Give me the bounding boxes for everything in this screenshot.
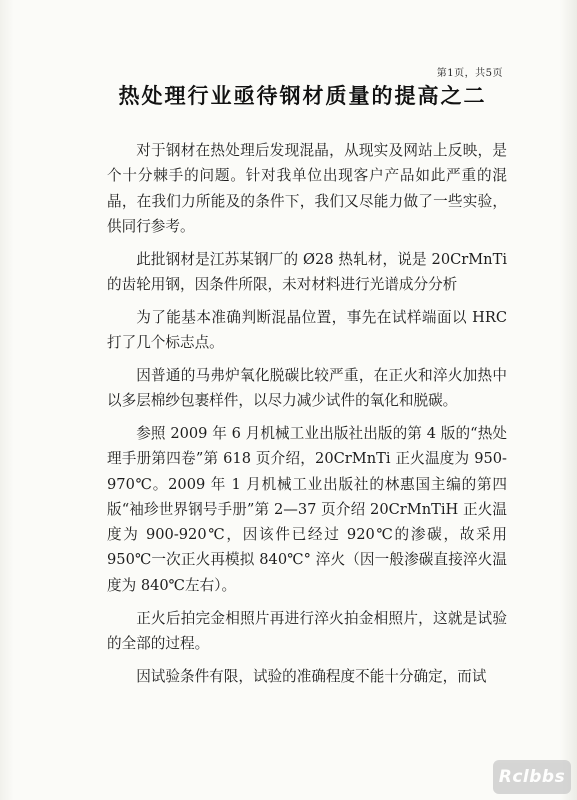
paragraph: 参照 2009 年 6 月机械工业出版社出版的第 4 版的“热处理手册第四卷”第 618 页介绍，20CrMnTi 正火温度为 950-970℃。2009 年 1 月机械工业出版社的林惠国主编的第四版“袖珍世界钢号手册”第 2—37 页介绍 20CrMnTiH 正火温度为 900-920℃，因该件已经过 920℃的渗碳，故采用 950℃一次正火再模拟 840℃° 淬火（因一般渗碳直接淬火温度为 840℃左右）。 xyxy=(107,424,507,594)
document-title: 热处理行业亟待钢材质量的提高之二 xyxy=(118,83,487,108)
paragraph: 因试验条件有限，试验的准确程度不能十分确定，而试 xyxy=(136,667,487,685)
page-indicator: 第1页，共5页 xyxy=(436,68,503,79)
paragraph: 正火后拍完金相照片再进行淬火拍金相照片，这就是试验的全部的过程。 xyxy=(107,609,507,652)
watermark-logo: Rclbbs xyxy=(493,760,571,794)
paragraph: 对于钢材在热处理后发现混晶，从现实及网站上反映，是个十分棘手的问题。针对我单位出现客户产品如此严重的混晶，在我们力所能及的条件下，我们又尽能力做了一些实验，供同行参考。 xyxy=(107,142,507,235)
paragraph: 为了能基本准确判断混晶位置，事先在试样端面以 HRC 打了几个标志点。 xyxy=(107,308,507,352)
paragraph: 因普通的马弗炉氧化脱碳比较严重，在正火和淬火加热中以多层棉纱包裹样件，以尽力减少试件的氧化和脱碳。 xyxy=(107,366,507,410)
paragraph: 此批钢材是江苏某钢厂的 Ø28 热轧材，说是 20CrMnTi 的齿轮用钢，因条件所限，未对材料进行光谱成分分析 xyxy=(107,250,507,293)
document-body xyxy=(107,138,507,696)
